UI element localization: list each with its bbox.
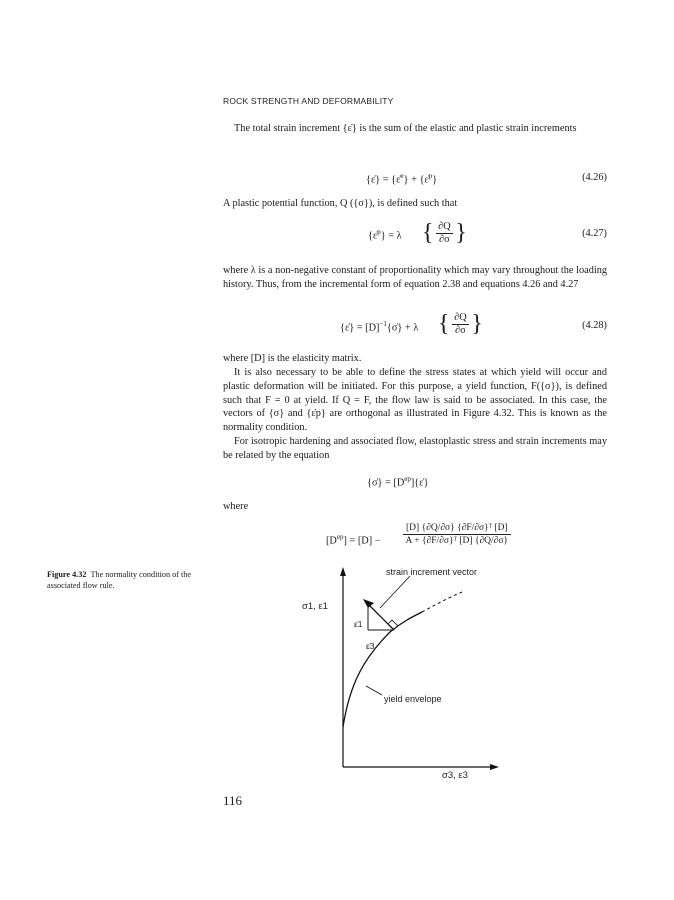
eqdep-lhs: {σ̇} = [D [367,477,405,489]
y-axis-label: σ1, ε1 [302,601,328,612]
caption-label: Figure 4.32 [47,570,87,579]
equation-number-4-28: (4.28) [582,320,607,331]
x-axis-arrow [490,764,499,770]
eq428-lhs: {ε̇} = [D] [340,322,380,334]
eq427-brace-group: { $\frac{\partial Q}{\partial\sigma}$ } [422,220,467,246]
paragraph-isotropic-hardening: For isotropic hardening and associated flow, elastoplastic stress and strain increments may be related by the equation [223,436,607,461]
eqbig-denominator: A + {∂F/∂σ}ᵀ [D] {∂Q/∂σ} [405,536,509,546]
eps1-label: ε̇1 [354,619,363,629]
equation-4-27 [223,222,607,254]
strain-increment-vector-label: strain increment vector [386,567,478,577]
eq426-sup-e: e [400,172,404,180]
eq426-sup-p: p [428,172,433,180]
eqdep-end: ]{ε̇} [410,477,429,489]
yield-envelope-curve [343,612,422,727]
equation-number-4-26: (4.26) [582,172,607,183]
where-label: where [223,501,249,512]
paragraph-plastic-potential: A plastic potential function, Q ({σ}), is defined such that [223,198,458,209]
equation-elastoplastic-matrix [223,520,607,562]
strain-label-leader [380,576,410,608]
eq426-lhs: {ε̇} = {ε̇ [366,174,401,186]
yield-envelope-label: yield envelope [384,694,442,704]
eqbig-numerator: [D] {∂Q/∂σ} {∂F/∂σ}ᵀ [D] [403,522,511,535]
yield-envelope-dashed [422,592,462,612]
strain-increment-vector [368,604,394,630]
equation-4-28 [223,313,607,345]
paragraph-elasticity-matrix: where [D] is the elasticity matrix. [223,353,362,364]
eq427-lhs: {ε̇ [368,230,378,242]
eq427-frac-top: ∂Q [438,221,451,232]
paragraph-yield-function: It is also necessary to be able to define the stress states at which yield will occur and plastic deformation will be initiated. For this purpose, a yield function, F({σ}), is defined such that F = 0 at yield. If Q = F, the flow law is said to be associated. In this case, the vectors of {σ} and {ε̇p} are orthogonal as illustrated in Figure 4.32. This is known as the normality condition. [223,367,607,434]
equation-dep [223,475,607,489]
running-head: ROCK STRENGTH AND DEFORMABILITY [223,96,394,106]
x-axis-label: σ3, ε3 [442,770,468,781]
eq428-mid: {σ̇} + λ [386,322,419,334]
eqbig-lhs: [D [326,535,337,547]
yield-label-leader [366,686,382,695]
caption-text: The normality condition of the associated flow rule. [47,570,192,590]
page-number: 116 [223,793,243,808]
eq426-end: } [432,174,438,186]
figure-caption [47,569,207,591]
eq428-frac-top: ∂Q [454,312,467,323]
eq428-brace-group: { $\frac{\partial Q}{\partial\sigma}$ } [438,311,483,337]
eqdep-sup: ep [404,475,411,483]
eqbig-lhs-sup: ep [336,533,344,541]
eq427-eq: } = λ [380,230,402,242]
eps3-label: ε̇3 [366,641,375,651]
eq428-sup: −1 [379,320,387,328]
eq427-sup: p [377,228,381,236]
equation-4-26 [223,172,607,186]
eq428-frac-bot: ∂σ [455,325,466,336]
paragraph-total-strain: The total strain increment {ε̇} is the sum of the elastic and plastic strain increments [234,123,577,134]
paragraph-lambda: where λ is a non-negative constant of proportionality which may vary throughout the loading history. Thus, from the incremental form of equation 2.38 and equations 4.26 and 4.27 [223,265,607,290]
eq426-mid: } + {ε̇ [403,174,429,186]
normality-figure [302,562,510,781]
y-axis-arrow [340,567,346,576]
eq427-frac-bot: ∂σ [439,234,450,245]
equation-number-4-27: (4.27) [582,228,607,239]
eqbig-lhs-end: ] = [D] − [343,535,381,547]
